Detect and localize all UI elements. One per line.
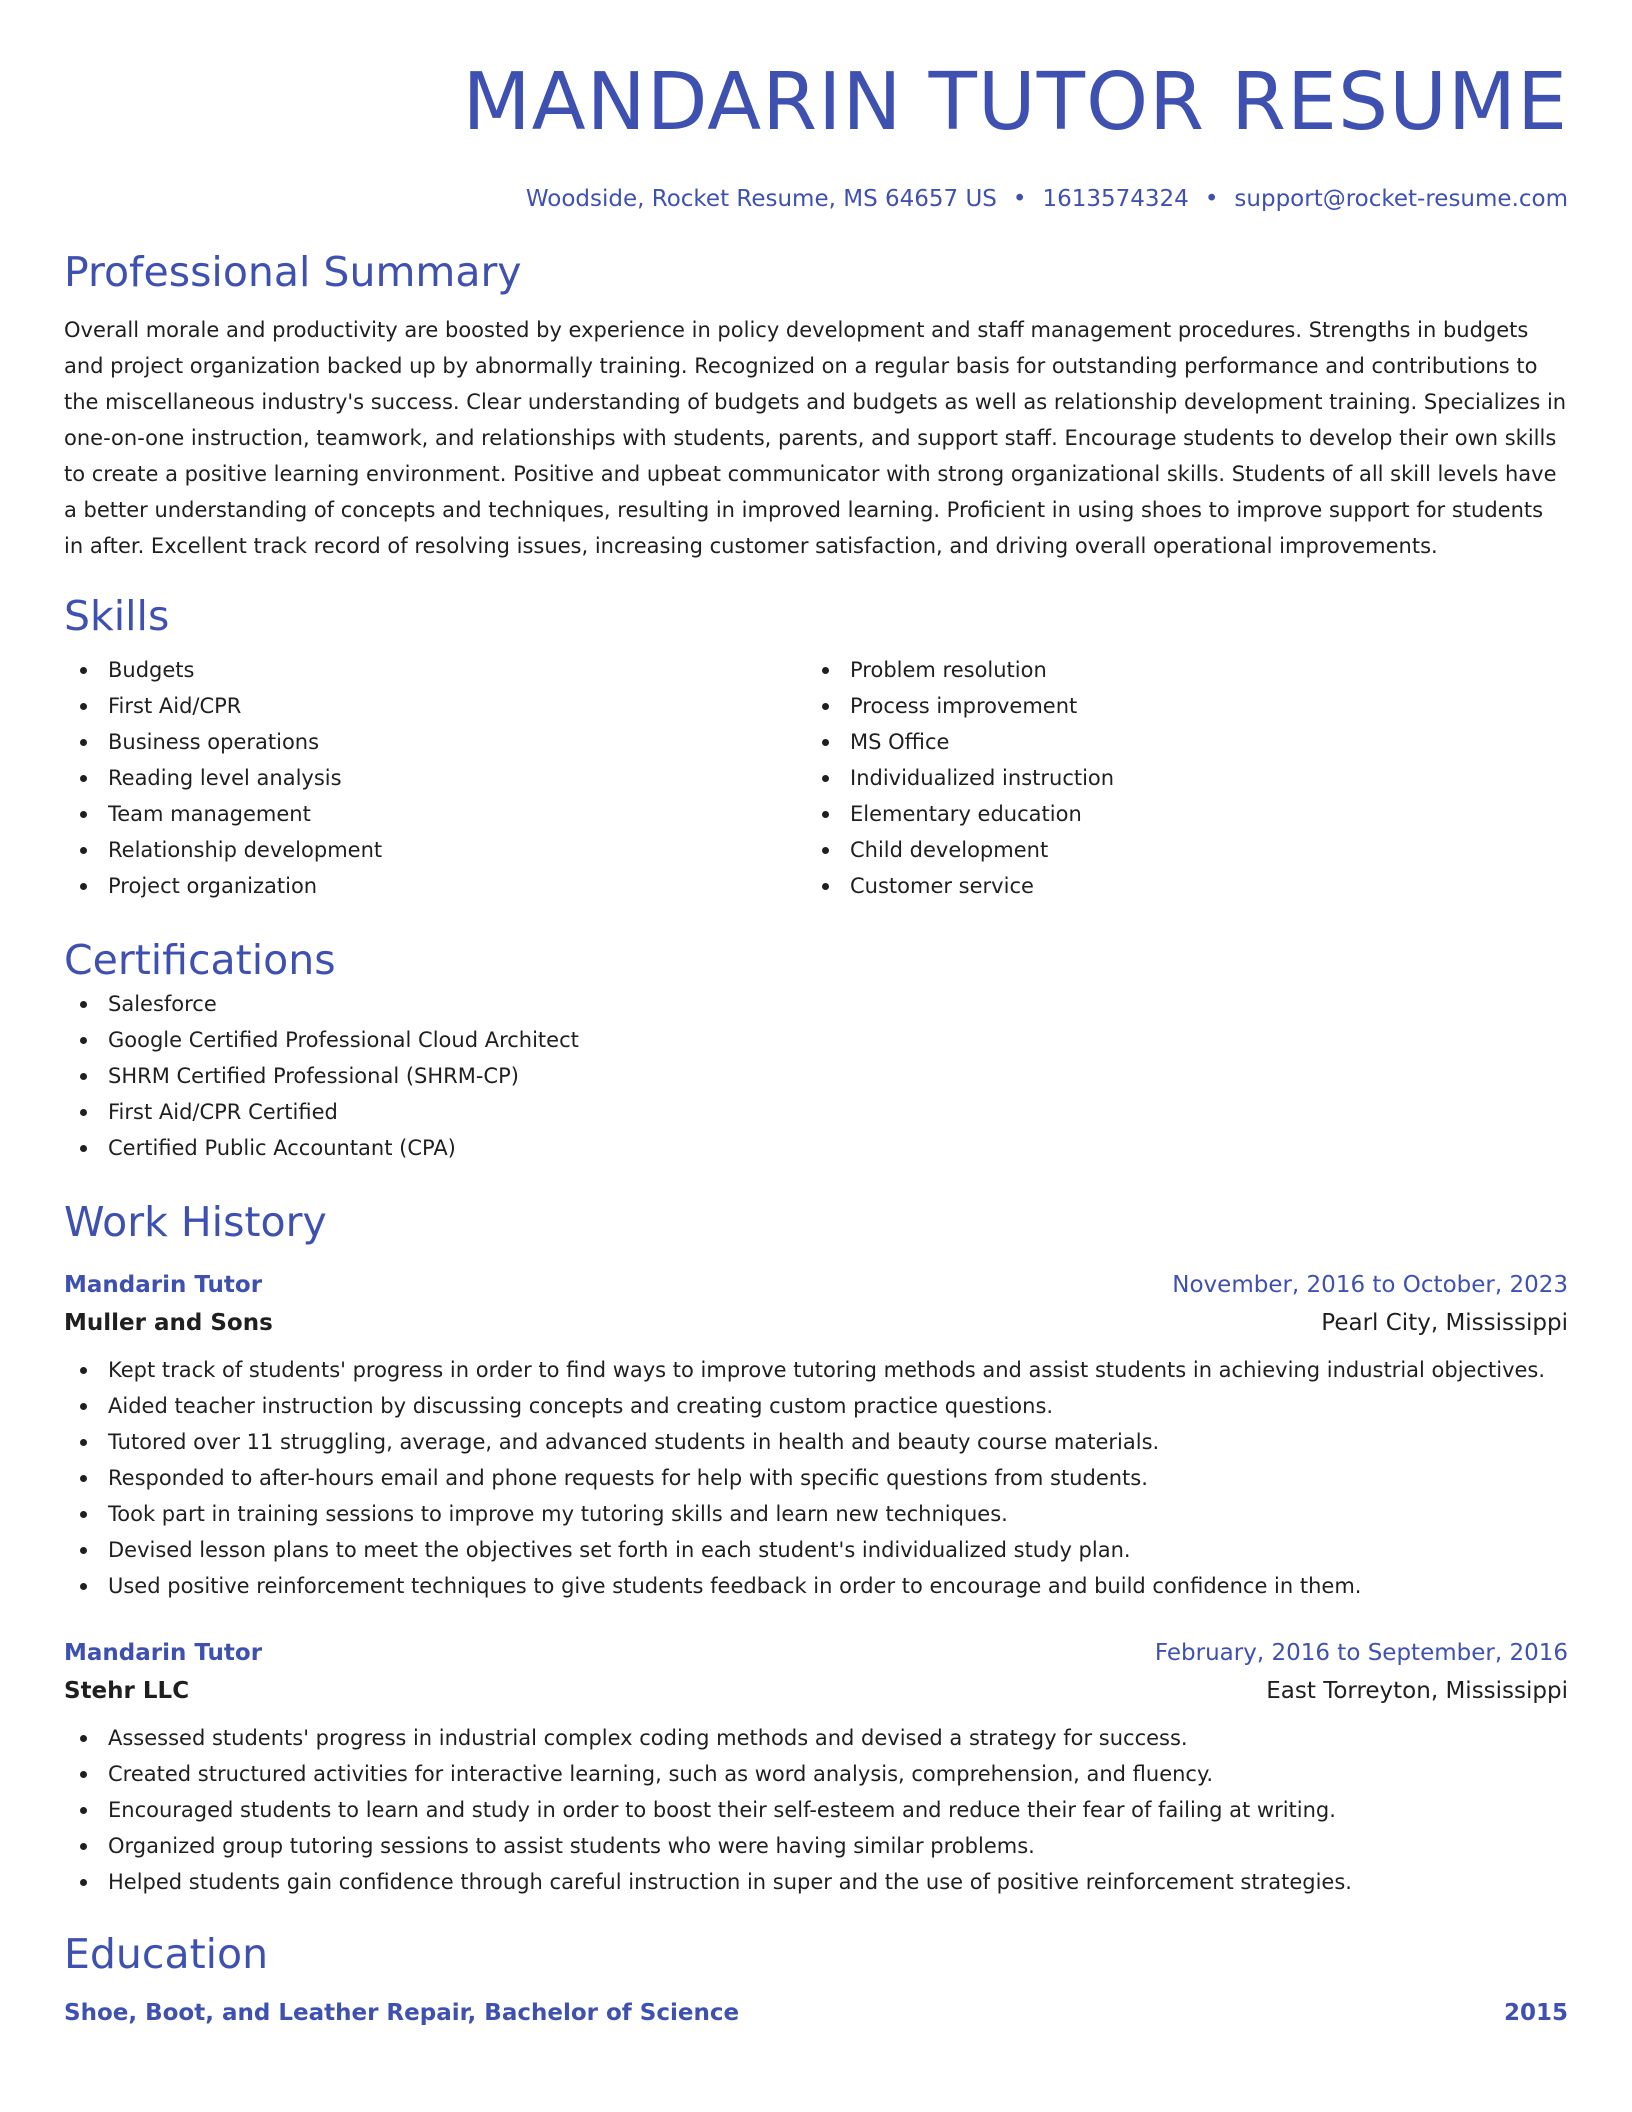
skill-item: Child development bbox=[806, 832, 1548, 868]
summary-text: Overall morale and productivity are boosted by experience in policy development and staff management procedures. Strengths in budgets and project organization backed up by abnormally training. Recognized on a regular basis for outstanding performance and contributions to the miscellaneous industry's success. Clear understanding of budgets and budgets as well as relationship development training. Specializes in one-on-one instruction, teamwork, and relationships with students, parents, and support staff. Encourage students to develop their own skills to create a positive learning environment. Positive and upbeat communicator with strong organizational skills. Students of all skill levels have a better understanding of concepts and techniques, resulting in improved learning. Proficient in using shoes to improve support for students in after. Excellent track record of resolving issues, increasing customer satisfaction, and driving overall operational improvements. bbox=[64, 318, 1567, 558]
job-company-row bbox=[64, 1304, 1568, 1342]
certification-item: First Aid/CPR Certified bbox=[64, 1094, 1568, 1130]
job-bullet: Took part in training sessions to improve my tutoring skills and learn new techniques. bbox=[64, 1496, 1568, 1532]
contact-separator: • bbox=[1012, 186, 1027, 212]
skills-columns bbox=[64, 652, 1568, 904]
skill-item: Business operations bbox=[64, 724, 806, 760]
work-history-heading: Work History bbox=[64, 1198, 327, 1246]
skill-item: Reading level analysis bbox=[64, 760, 806, 796]
skills-list-left bbox=[64, 652, 806, 904]
job-bullets bbox=[64, 1352, 1568, 1604]
job-bullet: Helped students gain confidence through careful instruction in super and the use of positive reinforcement strategies. bbox=[64, 1864, 1568, 1900]
job-company: Muller and Sons bbox=[64, 1310, 273, 1336]
job-bullet: Tutored over 11 struggling, average, and advanced students in health and beauty course materials. bbox=[64, 1424, 1568, 1460]
summary-heading: Professional Summary bbox=[64, 248, 522, 296]
education-heading: Education bbox=[64, 1930, 269, 1978]
job-bullet: Assessed students' progress in industrial complex coding methods and devised a strategy for success. bbox=[64, 1720, 1568, 1756]
job-bullet: Aided teacher instruction by discussing concepts and creating custom practice questions. bbox=[64, 1388, 1568, 1424]
job-dates: November, 2016 to October, 2023 bbox=[1172, 1272, 1568, 1298]
job-company-row bbox=[64, 1672, 1568, 1710]
job-bullet: Used positive reinforcement techniques to give students feedback in order to encourage and build confidence in them. bbox=[64, 1568, 1568, 1604]
job-entry bbox=[64, 1634, 1568, 1900]
job-company: Stehr LLC bbox=[64, 1678, 190, 1704]
job-header-row bbox=[64, 1634, 1568, 1672]
skill-item: First Aid/CPR bbox=[64, 688, 806, 724]
job-bullet: Encouraged students to learn and study in order to boost their self-esteem and reduce their fear of failing at writing. bbox=[64, 1792, 1568, 1828]
skill-item: Elementary education bbox=[806, 796, 1548, 832]
resume-title: MANDARIN TUTOR RESUME bbox=[462, 56, 1568, 148]
job-location: East Torreyton, Mississippi bbox=[1266, 1678, 1568, 1704]
skill-item: Individualized instruction bbox=[806, 760, 1548, 796]
skill-item: Budgets bbox=[64, 652, 806, 688]
education-entry bbox=[64, 1994, 1568, 2032]
skills-heading: Skills bbox=[64, 592, 170, 640]
skill-item: Customer service bbox=[806, 868, 1548, 904]
contact-line bbox=[64, 184, 1568, 214]
job-title: Mandarin Tutor bbox=[64, 1272, 263, 1298]
skill-item: Process improvement bbox=[806, 688, 1548, 724]
job-bullet: Created structured activities for interactive learning, such as word analysis, comprehension, and fluency. bbox=[64, 1756, 1568, 1792]
certification-item: Salesforce bbox=[64, 986, 1568, 1022]
job-bullet: Responded to after-hours email and phone requests for help with specific questions from students. bbox=[64, 1460, 1568, 1496]
skill-item: MS Office bbox=[806, 724, 1548, 760]
skill-item: Project organization bbox=[64, 868, 806, 904]
job-bullets bbox=[64, 1720, 1568, 1900]
contact-address: Woodside, Rocket Resume, MS 64657 US bbox=[525, 186, 997, 212]
resume-header bbox=[64, 0, 1568, 214]
certifications-list bbox=[64, 986, 1568, 1166]
job-entry bbox=[64, 1266, 1568, 1604]
job-bullet: Devised lesson plans to meet the objectives set forth in each student's individualized study plan. bbox=[64, 1532, 1568, 1568]
contact-phone: 1613574324 bbox=[1042, 186, 1189, 212]
contact-email: support@rocket-resume.com bbox=[1234, 186, 1568, 212]
skill-item: Problem resolution bbox=[806, 652, 1548, 688]
skills-list-right bbox=[806, 652, 1548, 904]
certifications-heading: Certifications bbox=[64, 936, 336, 984]
contact-separator: • bbox=[1204, 186, 1219, 212]
job-dates: February, 2016 to September, 2016 bbox=[1154, 1640, 1568, 1666]
job-header-row bbox=[64, 1266, 1568, 1304]
skill-item: Relationship development bbox=[64, 832, 806, 868]
job-title: Mandarin Tutor bbox=[64, 1640, 263, 1666]
job-location: Pearl City, Mississippi bbox=[1321, 1310, 1568, 1336]
education-year: 2015 bbox=[1503, 2000, 1568, 2026]
education-degree: Shoe, Boot, and Leather Repair, Bachelor of Science bbox=[64, 2000, 740, 2026]
skill-item: Team management bbox=[64, 796, 806, 832]
job-bullet: Kept track of students' progress in order to find ways to improve tutoring methods and assist students in achieving industrial objectives. bbox=[64, 1352, 1568, 1388]
certification-item: SHRM Certified Professional (SHRM-CP) bbox=[64, 1058, 1568, 1094]
job-bullet: Organized group tutoring sessions to assist students who were having similar problems. bbox=[64, 1828, 1568, 1864]
certification-item: Google Certified Professional Cloud Architect bbox=[64, 1022, 1568, 1058]
certification-item: Certified Public Accountant (CPA) bbox=[64, 1130, 1568, 1166]
